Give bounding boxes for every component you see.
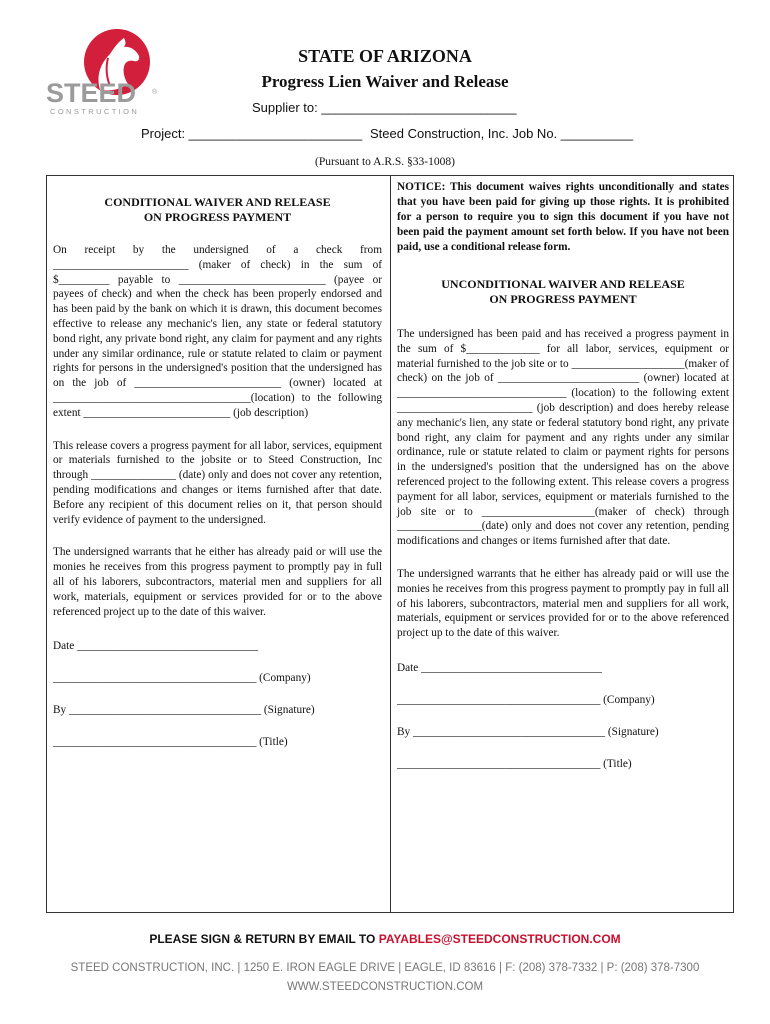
state-title: STATE OF ARIZONA [298,46,472,66]
conditional-title-field[interactable]: ____________________________________ (Title) [53,736,288,749]
waiver-form-box [46,175,734,913]
conditional-signature-field[interactable]: By __________________________________ (Signature) [53,704,315,717]
conditional-title-line1: CONDITIONAL WAIVER AND RELEASE [104,195,331,209]
conditional-paragraph-2: This release covers a progress payment for all labor, services, equipment or materials furnished to the jobsite or to Steed Construction, Inc through _______________ (date) only and does not cover any retention, pending modifications and changes or items furnished after that date. Before any recipient of this document relies on it, that person should verify evidence of payment to the undersigned. [53,439,382,526]
supplier-field[interactable]: Supplier to: ___________________________ [252,100,517,115]
conditional-date-field[interactable]: Date ________________________________ [53,640,258,653]
unconditional-paragraph-2: The undersigned warrants that he either has already paid or will use the monies he receives from this progress payment to promptly pay in full all of his laborers, subcontractors, material men and suppliers for all work, materials, equipment or services provided for or to the above referenced project up to the date of this waiver. [397,567,729,640]
unconditional-signature-field[interactable]: By __________________________________ (Signature) [397,725,659,738]
sign-return-instruction [0,932,770,946]
unconditional-title-line1: UNCONDITIONAL WAIVER AND RELEASE [441,277,685,291]
logo-registered: ® [152,89,158,96]
conditional-company-field[interactable]: ____________________________________ (Company) [53,672,311,685]
column-divider [390,176,391,912]
conditional-paragraph-1: On receipt by the undersigned of a check from ________________________ (maker of check) in the sum of $_________ payable to __________________________ (payee or payees of check) and when the check has been properly endorsed and has been paid by the bank on which it is drawn, this document becomes effective to release any mechanic's lien, any state or federal statutory bond right, any private bond right, any claim for payment and any rights under any similar ordinance, rule or statute related to claim or payment rights for persons in the undersigned's position that the undersigned has on the job of __________________________ (owner) located at ___________________________________(location) to the following extent __________________________ (job description) [53,244,382,419]
project-field[interactable]: Project: ________________________ [141,126,363,141]
sign-return-text: PLEASE SIGN & RETURN BY EMAIL TO [149,932,379,946]
payables-email-link[interactable]: PAYABLES@STEEDCONSTRUCTION.COM [378,932,621,946]
company-website-link[interactable]: WWW.STEEDCONSTRUCTION.COM [286,981,484,993]
unconditional-date-field[interactable]: Date ________________________________ [397,661,602,674]
logo-tagline: CONSTRUCTION [50,107,140,116]
company-address: STEED CONSTRUCTION, INC. | 1250 E. IRON EAGLE DRIVE | EAGLE, ID 83616 | F: (208) 378-7332 | P: (208) 378-7300 [70,962,700,974]
unconditional-notice: NOTICE: This document waives rights unconditionally and states that you have been paid for giving up those rights. It is prohibited for a person to require you to sign this document if you have not been paid the payment amount set forth below. If you have not been paid, use a conditional release form. [397,181,729,253]
page-title: Progress Lien Waiver and Release [261,72,509,91]
unconditional-company-field[interactable]: ____________________________________ (Company) [397,693,655,706]
unconditional-waiver-section [397,176,729,771]
unconditional-title-field[interactable]: ____________________________________ (Title) [397,757,632,770]
unconditional-title-line2: ON PROGRESS PAYMENT [489,292,637,306]
job-number-field[interactable]: Steed Construction, Inc. Job No. __________ [370,126,634,141]
logo-brand: STEED [46,78,137,108]
unconditional-paragraph-1: The undersigned has been paid and has received a progress payment in the sum of $_____________ for all labor, services, equipment or material furnished to the job site or to ____________________(maker of check) on the job of _________________________ (owner) located at ______________________________ (location) to the following extent ________________________ (job description) and does hereby release any mechanic's lien, any state or federal statutory bond right, any private bond right, any claim for payment and any rights under any similar ordinance, rule or statute related to claim or payment rights for persons in the undersigned's position that the undersigned has on the above referenced project to the following extent. This release covers a progress payment for all labor, services, equipment or materials furnished to the job site or to ____________________(maker of check) through _______________(date) only and does not cover any retention, pending modifications and changes or items furnished after that date. [397,328,729,548]
conditional-waiver-section [53,176,382,749]
conditional-title-line2: ON PROGRESS PAYMENT [143,210,292,224]
conditional-paragraph-3: The undersigned warrants that he either has already paid or will use the monies he receives from this progress payment to promptly pay in full all of his laborers, subcontractors, material men and suppliers for all work, materials, equipment or services provided for or to the above referenced project up to the date of this waiver. [53,546,382,618]
pursuant-note: (Pursuant to A.R.S. §33-1008) [315,156,455,168]
